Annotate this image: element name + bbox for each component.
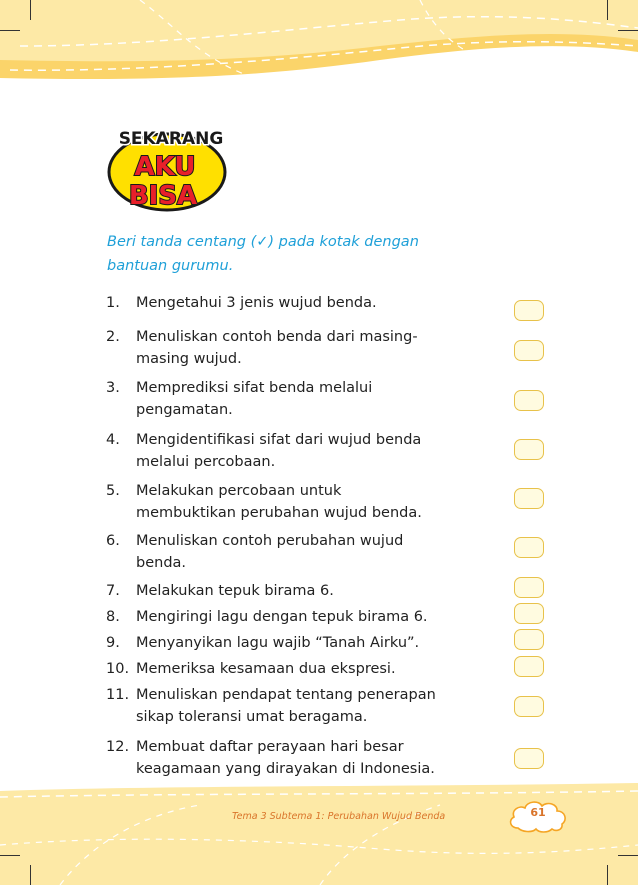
- checkbox[interactable]: [514, 340, 544, 361]
- crop-mark: [618, 30, 638, 31]
- item-number: 12.: [106, 739, 130, 755]
- instruction-line-1: Beri tanda centang (✓) pada kotak dengan: [107, 234, 419, 250]
- item-number: 6.: [106, 533, 120, 549]
- header-decoration: [0, 0, 638, 100]
- item-number: 5.: [106, 483, 120, 499]
- item-text: benda.: [136, 555, 187, 571]
- item-text: Melakukan tepuk birama 6.: [136, 583, 334, 599]
- badge-line-2: AKU: [134, 152, 196, 182]
- item-text: Menuliskan contoh perubahan wujud: [136, 533, 404, 549]
- footer-theme-text: Tema 3 Subtema 1: Perubahan Wujud Benda: [232, 811, 446, 822]
- instruction-line-2: bantuan gurumu.: [107, 258, 234, 274]
- item-text: Memeriksa kesamaan dua ekspresi.: [136, 661, 396, 677]
- item-text: Menyanyikan lagu wajib “Tanah Airku”.: [136, 635, 420, 651]
- checkbox[interactable]: [514, 629, 544, 650]
- item-text: keagamaan yang dirayakan di Indonesia.: [136, 761, 435, 777]
- checkbox[interactable]: [514, 439, 544, 460]
- item-text: Menuliskan pendapat tentang penerapan: [136, 687, 436, 703]
- item-number: 7.: [106, 583, 120, 599]
- page-number: 61: [530, 806, 546, 819]
- instruction: [107, 230, 507, 278]
- item-text: masing wujud.: [136, 351, 242, 367]
- item-number: 8.: [106, 609, 120, 625]
- crop-mark: [0, 30, 20, 31]
- checkbox[interactable]: [514, 603, 544, 624]
- item-number: 3.: [106, 380, 120, 396]
- item-number: 1.: [106, 295, 120, 311]
- item-text: Mengiringi lagu dengan tepuk birama 6.: [136, 609, 428, 625]
- item-text: pengamatan.: [136, 402, 233, 418]
- crop-mark: [607, 865, 608, 885]
- checkbox[interactable]: [514, 537, 544, 558]
- crop-mark: [0, 855, 20, 856]
- item-text: Melakukan percobaan untuk: [136, 483, 342, 499]
- item-number: 4.: [106, 432, 120, 448]
- item-text: Mengidentifikasi sifat dari wujud benda: [136, 432, 422, 448]
- badge-line-3: BISA: [128, 181, 198, 211]
- item-text: Mengetahui 3 jenis wujud benda.: [136, 295, 377, 311]
- crop-mark: [607, 0, 608, 20]
- checkbox[interactable]: [514, 390, 544, 411]
- item-text: melalui percobaan.: [136, 454, 276, 470]
- crop-mark: [618, 855, 638, 856]
- checkbox[interactable]: [514, 748, 544, 769]
- checkbox[interactable]: [514, 488, 544, 509]
- item-text: membuktikan perubahan wujud benda.: [136, 505, 422, 521]
- item-number: 9.: [106, 635, 120, 651]
- item-number: 2.: [106, 329, 120, 345]
- item-number: 11.: [106, 687, 130, 703]
- item-number: 10.: [106, 661, 130, 677]
- checkbox[interactable]: [514, 696, 544, 717]
- checkbox[interactable]: [514, 577, 544, 598]
- item-text: Membuat daftar perayaan hari besar: [136, 739, 404, 755]
- item-text: sikap toleransi umat beragama.: [136, 709, 368, 725]
- sekarang-aku-bisa-badge: [105, 120, 235, 212]
- crop-mark: [30, 0, 31, 20]
- checkbox[interactable]: [514, 300, 544, 321]
- checkbox[interactable]: [514, 656, 544, 677]
- item-text: Memprediksi sifat benda melalui: [136, 380, 373, 396]
- crop-mark: [30, 865, 31, 885]
- badge-line-1: SEKARANG: [118, 129, 224, 149]
- item-text: Menuliskan contoh benda dari masing-: [136, 329, 418, 345]
